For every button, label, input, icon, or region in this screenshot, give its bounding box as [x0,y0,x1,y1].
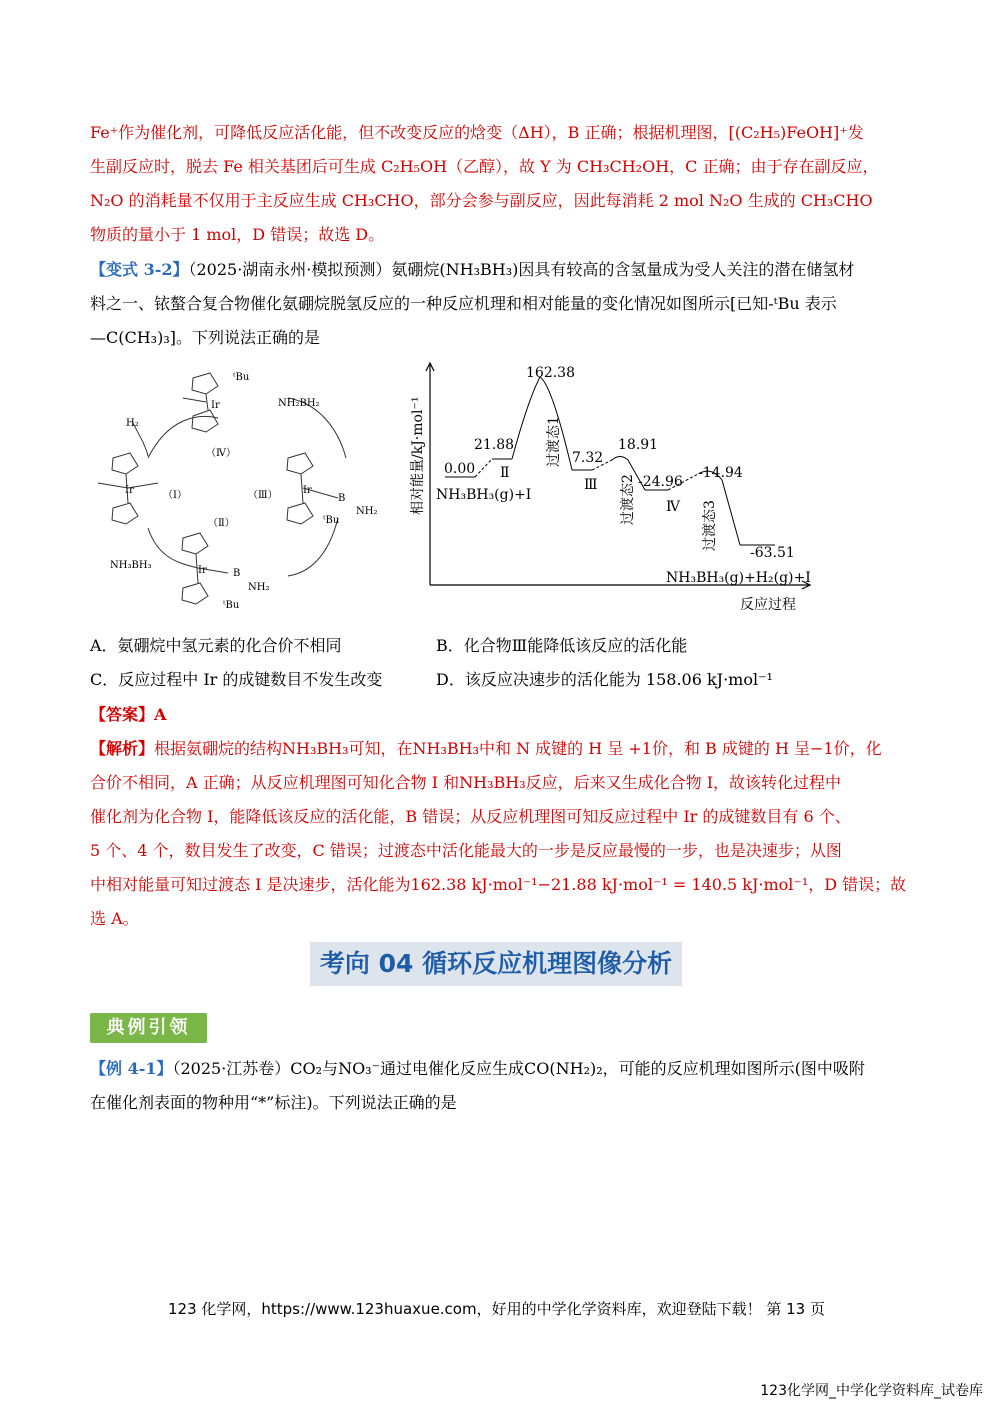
option-c[interactable]: C．反应过程中 Ir 的成键数目不发生改变 [90,670,383,689]
chart-value: 0.00 [444,461,476,477]
species-ir: Ir [125,485,134,496]
state-label: Ⅳ [666,499,680,515]
answer-tag: 【答案】 [90,705,155,724]
text-line: 料之一、铱螯合复合物催化氨硼烷脱氢反应的一种反应机理和相对能量的变化情况如图所示[已知-ᵗBu 表示 [90,294,837,313]
species-nh2: NH₂ [356,506,378,517]
species-tbu: ᵗBu [223,600,240,611]
species-tbu: ᵗBu [323,515,340,526]
species-ir: Ir [198,565,207,576]
reaction-mechanism-figure [88,358,408,623]
species-b: B [338,493,346,504]
text-line: 生副反应时，脱去 Fe 相关基团后可生成 C₂H₅OH（乙醇），故 Y 为 CH₃CH₂OH，C 正确；由于存在副反应， [90,157,879,176]
question-tag: 【变式 3-2】 [90,260,189,279]
text-line: 根据氨硼烷的结构NH₃BH₃可知，在NH₃BH₃中和 N 成键的 H 呈 +1价，和 B 成键的 H 呈−1价，化 [154,739,882,758]
text-line: —C(CH₃)₃]。下列说法正确的是 [90,328,320,347]
mechanism-label-iii: （Ⅲ） [248,490,278,501]
option-a[interactable]: A．氨硼烷中氢元素的化合价不相同 [90,636,342,655]
energy-profile-chart [400,355,820,615]
x-axis-label: 反应过程 [740,597,796,613]
text-line: 中相对能量可知过渡态 I 是决速步，活化能为162.38 kJ·mol⁻¹−21.88 kJ·mol⁻¹ = 140.5 kJ·mol⁻¹，D 错误；故 [90,875,907,894]
mechanism-label-iv: （Ⅳ） [206,448,236,459]
end-label: NH₃BH₃(g)+H₂(g)+I [666,570,811,586]
species-nh2: NH₂ [248,582,270,593]
text-line: Fe⁺作为催化剂，可降低反应活化能，但不改变反应的焓变（ΔH），B 正确；根据机理图，[(C₂H₅)FeOH]⁺发 [90,123,864,142]
example-tag: 【例 4-1】 [90,1059,173,1078]
analysis-tag: 【解析】 [90,739,155,758]
chart-value: -24.96 [638,474,683,490]
chart-value: 162.38 [526,365,575,381]
section-banner: 典例引领 [90,1013,207,1043]
text-line: 5 个、4 个，数目发生了改变，C 错误；过渡态中活化能最大的一步是反应最慢的一步，也是决速步；从图 [90,841,842,860]
start-label: NH₃BH₃(g)+I [436,487,532,503]
option-d[interactable]: D．该反应决速步的活化能为 158.06 kJ·mol⁻¹ [436,670,773,689]
chart-value: 18.91 [618,437,659,453]
text-line: N₂O 的消耗量不仅用于主反应生成 CH₃CHO，部分会参与副反应，因此每消耗 2 mol N₂O 生成的 CH₃CHO [90,191,873,210]
y-axis-label: 相对能量/kJ·mol⁻¹ [410,396,426,515]
text-line: 在催化剂表面的物种用“*”标注)。下列说法正确的是 [90,1093,457,1112]
example-text: （2025·江苏卷）CO₂与NO₃⁻通过电催化反应生成CO(NH₂)₂，可能的反应机理如图所示(图中吸附 [172,1059,865,1078]
chart-value: -63.51 [750,545,795,561]
chart-value: 7.32 [572,450,604,466]
text-line: 选 A。 [90,909,139,928]
answer-value: A [154,705,167,724]
state-label: Ⅱ [500,465,510,481]
chart-value: 21.88 [474,437,515,453]
previous-analysis [90,116,920,252]
example-4-1 [90,1052,920,1120]
species-h2: H₂ [126,418,139,429]
section-title: 考向 04 循环反应机理图像分析 [310,942,682,986]
ts-label: 过渡态1 [546,416,562,467]
ts-label: 过渡态3 [702,500,718,551]
species-ir: Ir [211,400,220,411]
species-ir: Ir [303,485,312,496]
text-line: 合价不相同，A 正确；从反应机理图可知化合物 I 和NH₃BH₃反应，后来又生成化合物 I，故该转化过程中 [90,773,842,792]
answer [90,698,920,732]
text-line: 物质的量小于 1 mol，D 错误；故选 D。 [90,225,385,244]
species-nh3bh3: NH₃BH₃ [110,560,152,571]
species-tbu: ᵗBu [233,372,250,383]
corner-watermark: 123化学网_中学化学资料库_试卷库 [760,1383,983,1399]
page-footer: 123 化学网，https://www.123huaxue.com，好用的中学化学资料库，欢迎登陆下载！ 第 13 页 [167,1300,825,1318]
species-b: B [233,568,241,579]
question-3-2 [90,253,920,355]
question-text: （2025·湖南永州·模拟预测）氨硼烷(NH₃BH₃)因具有较高的含氢量成为受人关注的潜在储氢材 [188,260,855,279]
mechanism-label-i: （Ⅰ） [163,490,187,501]
species-nh2bh2: NH₂BH₂ [278,398,320,409]
text-line: 催化剂为化合物 I，能降低该反应的活化能，B 错误；从反应机理图可知反应过程中 Ir 的成键数目有 6 个、 [90,807,851,826]
ts-label: 过渡态2 [620,474,636,525]
state-label: Ⅲ [584,477,598,493]
chart-value: -14.94 [698,465,743,481]
analysis [90,732,920,936]
option-b[interactable]: B．化合物Ⅲ能降低该反应的活化能 [436,636,688,655]
mechanism-label-ii: （Ⅱ） [208,518,235,529]
